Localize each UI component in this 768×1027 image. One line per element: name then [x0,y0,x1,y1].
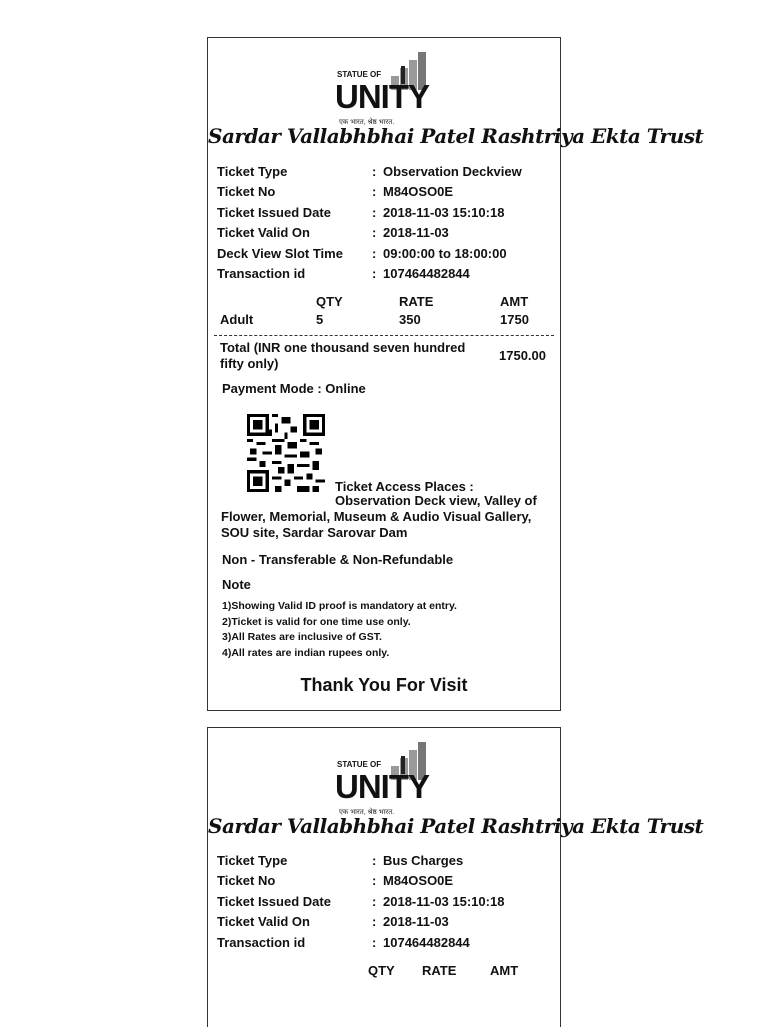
note-item: 1)Showing Valid ID proof is mandatory at entry. [222,600,457,612]
trust-name: Sardar Vallabhbhai Patel Rashtriya Ekta Trust [208,124,704,148]
ticket-bus-charges: STATUE OF UNITY एक भारत, श्रेष्ठ भारत. Sardar Vallabhbhai Patel Rashtriya Ekta Trust Ticket Type : Bus Charges Ticket No : M84OSO0E Ticket Issued Date : 2018-11-03 15:10:18 Ticket Valid On : 2018-11-03 Transaction id : 107464482844 QTY RATE AMT [207,727,561,1027]
note-item: 4)All rates are indian rupees only. [222,646,390,659]
logo-tagline: एक भारत, श्रेष्ठ भारत. [339,119,395,126]
total-value: 1750.00 [499,348,546,363]
note-item: 2)Ticket is valid for one time use only. [222,615,411,628]
col-header-qty: QTY [368,963,395,978]
note-item: 3)All Rates are inclusive of GST. [222,631,382,643]
statue-of-unity-logo [333,736,453,816]
access-places-list: Observation Deck view, Valley of Flower, Memorial, Museum & Audio Visual Gallery, SOU site, Sardar Sarovar Dam [221,493,537,540]
row-amt: 1750 [500,312,529,327]
logo-unity: UNITY [335,768,429,805]
row-qty: 5 [316,312,324,327]
logo-statue-of: STATUE OF [337,70,382,79]
non-transferable-notice: Non - Transferable & Non-Refundable [222,552,454,567]
col-header-amt: AMT [500,294,529,309]
payment-mode: Payment Mode : Online [222,381,366,396]
col-header-rate: RATE [399,294,434,309]
notes-list [222,599,457,661]
col-header-amt: AMT [490,963,519,978]
qr-code [247,414,325,492]
thank-you-message: Thank You For Visit [300,675,468,695]
logo-statue-of: STATUE OF [337,760,382,769]
trust-name: Sardar Vallabhbhai Patel Rashtriya Ekta Trust [208,814,704,838]
statue-of-unity-logo [333,46,453,126]
row-type: Adult [220,312,254,327]
total-label: Total (INR one thousand seven hundred fifty only) [220,340,466,371]
col-header-rate: RATE [422,963,457,978]
row-rate: 350 [399,312,421,327]
col-header-qty: QTY [316,294,343,309]
logo-tagline: एक भारत, श्रेष्ठ भारत. [339,809,395,816]
access-places-heading: Ticket Access Places : [335,479,474,494]
logo-unity: UNITY [335,78,429,115]
note-title: Note [222,577,251,592]
dashed-divider [214,335,554,336]
ticket-observation-deck: STATUE OF UNITY एक भारत, श्रेष्ठ भारत. Sardar Vallabhbhai Patel Rashtriya Ekta Trust Ticket Type : Observation Deckview Ticket No : M84OSO0E Ticket Issued Date : 2018-11-03 15:10:18 Ticket Valid On : 2018-11-03 Deck View Slot Time : 09:00:00 to 18:00:00 Transaction id : 107464482844 QTY RATE AMT Adult 5 350 1750 Total (INR one thousand seven hundred fifty only) 1750.00 Payment Mode : Online Ticket Access Places : Observation Deck view, Valley of Flower, Memorial, Museum & Audio Visual Gallery, SOU site, Sardar Sarovar Dam Non - Transferable & Non-Refundable Note 1)Showing Valid ID proof is mandatory at entry. 2)Ticket is valid for one time use only. 3)All Rates are inclusive of GST. 4)All rates are indian rupees only. Thank You For Visit [207,37,561,711]
